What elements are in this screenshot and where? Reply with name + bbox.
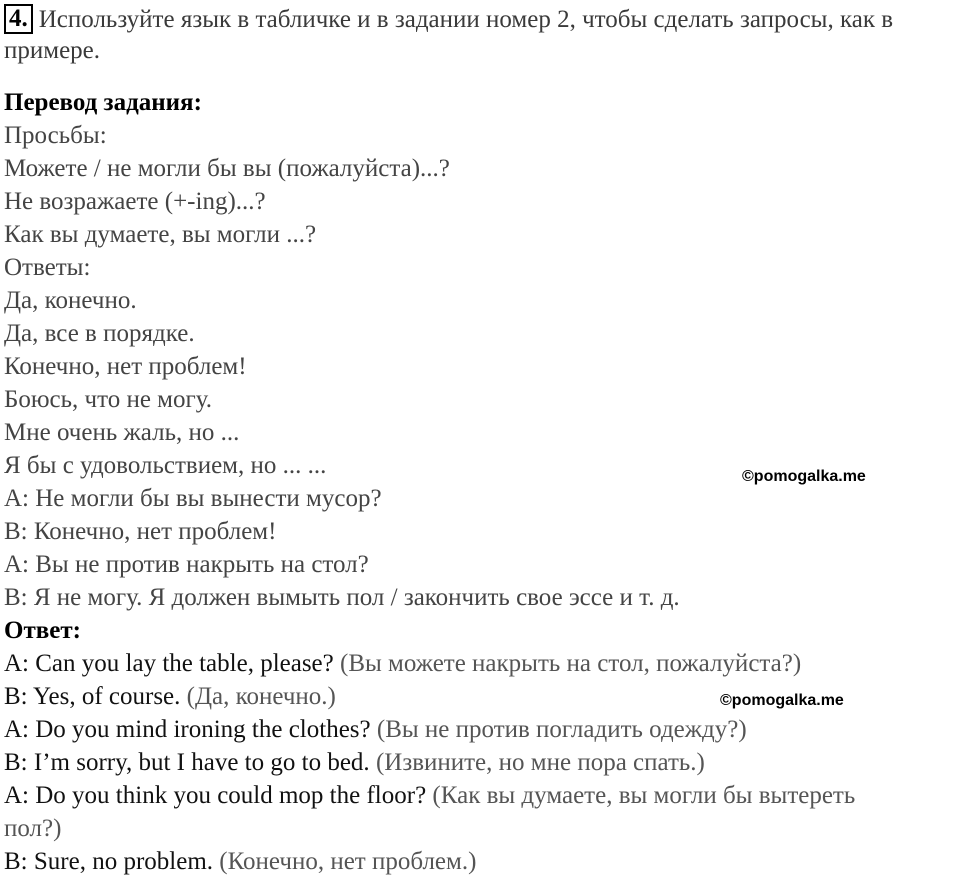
translation-line: А: Вы не против накрыть на стол? [4, 551, 369, 578]
answer-russian: (Да, конечно.) [180, 683, 336, 710]
translation-line: Как вы думаете, вы могли ...? [4, 221, 317, 248]
translation-line: А: Не могли бы вы вынести мусор? [4, 485, 382, 512]
translation-line: Конечно, нет проблем! [4, 353, 247, 380]
answer-english: B: I’m sorry, but I have to go to bed. [4, 749, 370, 776]
watermark: ©pomogalka.me [742, 468, 866, 485]
answer-line [4, 779, 904, 845]
translation-section [4, 86, 680, 614]
answer-russian: (Вы можете накрыть на стол, пожалуйста?) [333, 650, 802, 677]
task-statement [4, 4, 954, 66]
translation-line: Да, конечно. [4, 287, 137, 314]
translation-line: Просьбы: [4, 122, 107, 149]
translation-line: Можете / не могли бы вы (пожалуйста)...? [4, 155, 450, 182]
answer-english: B: Sure, no problem. [4, 848, 214, 875]
translation-line: Я бы с удовольствием, но ... ... [4, 452, 327, 479]
translation-line: Мне очень жаль, но ... [4, 419, 240, 446]
answer-russian: (Извините, но мне пора спать.) [369, 749, 705, 776]
answer-russian: (Конечно, нет проблем.) [213, 848, 477, 875]
answer-line [4, 647, 904, 680]
answer-russian: (Как вы думаете, вы могли бы вытереть пол?) [4, 782, 856, 842]
watermark: ©pomogalka.me [720, 692, 844, 709]
translation-heading: Перевод задания: [4, 89, 202, 116]
translation-line: Боюсь, что не могу. [4, 386, 212, 413]
answer-english: B: Yes, of course. [4, 683, 181, 710]
task-number-badge: 4. [4, 4, 33, 34]
answer-english: A: Can you lay the table, please? [4, 650, 334, 677]
answer-line [4, 713, 904, 746]
task-text: Используйте язык в табличке и в задании номер 2, чтобы сделать запросы, как в примере. [4, 6, 894, 64]
answer-section [4, 614, 904, 878]
answer-line [4, 746, 904, 779]
translation-line: Ответы: [4, 254, 91, 281]
translation-line: Да, все в порядке. [4, 320, 195, 347]
answer-heading: Ответ: [4, 617, 81, 644]
translation-line: Не возражаете (+-ing)...? [4, 188, 266, 215]
translation-line: В: Я не могу. Я должен вымыть пол / закончить свое эссе и т. д. [4, 584, 680, 611]
answer-russian: (Вы не против погладить одежду?) [370, 716, 747, 743]
answer-line [4, 845, 904, 878]
answer-english: A: Do you think you could mop the floor? [4, 782, 427, 809]
translation-line: В: Конечно, нет проблем! [4, 518, 277, 545]
answer-english: A: Do you mind ironing the clothes? [4, 716, 371, 743]
